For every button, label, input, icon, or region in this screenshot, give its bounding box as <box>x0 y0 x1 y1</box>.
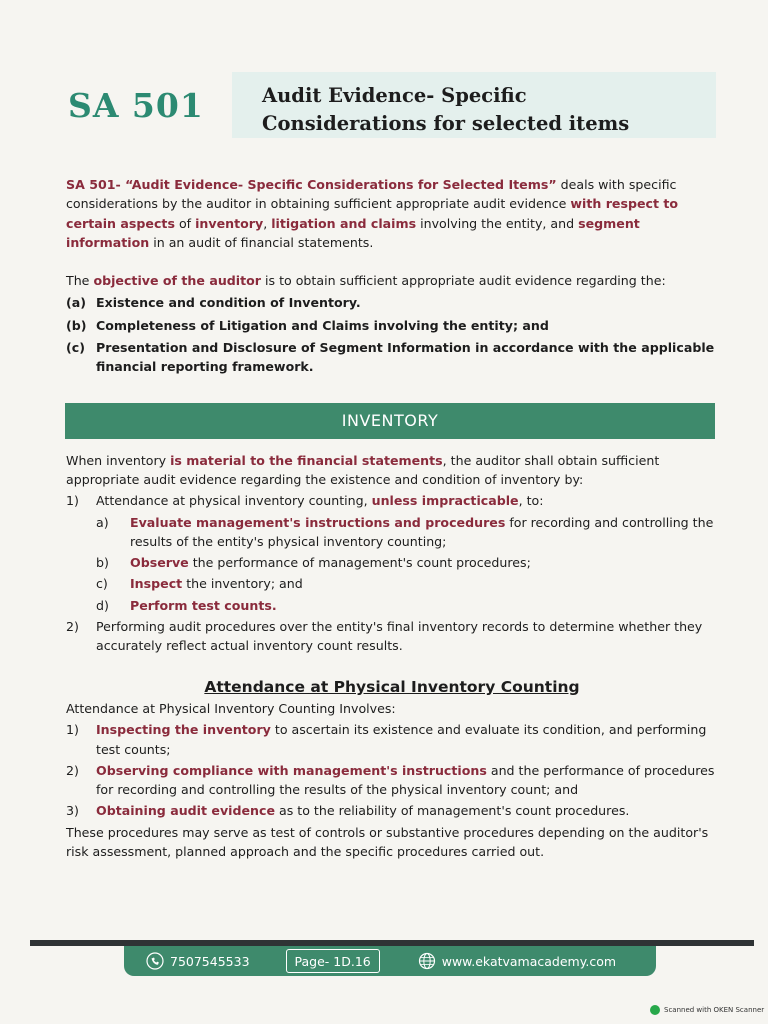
list-text <box>130 553 531 572</box>
objective-highlight: objective of the auditor <box>93 273 262 289</box>
inventory-section-banner: INVENTORY <box>65 403 715 439</box>
sub-list-item <box>96 596 718 615</box>
list-item <box>66 491 718 510</box>
list-text: Completeness of Litigation and Claims involving the entity; and <box>96 317 549 333</box>
list-highlight: Perform test counts. <box>130 597 277 613</box>
intro-text: deals with specific considerations by the auditor in obtaining sufficient appropriate audit evidence <box>66 177 677 212</box>
objective-text: is to obtain sufficient appropriate audit evidence regarding the: <box>261 273 666 289</box>
footer-phone[interactable] <box>146 952 250 970</box>
list-text-part: the inventory; and <box>182 576 303 592</box>
list-text-part: and the performance of procedures for recording and controlling the results of the physical inventory count; and <box>96 762 715 798</box>
list-text-part: , to: <box>518 493 544 509</box>
footer-website[interactable] <box>418 952 616 970</box>
title-line-1: Audit Evidence- Specific <box>262 84 527 107</box>
inventory-highlight: is material to the financial statements <box>170 452 443 468</box>
list-text <box>130 513 718 552</box>
inventory-sub-list <box>96 513 718 615</box>
list-marker: a) <box>96 514 109 530</box>
list-text-part: Attendance at physical inventory counting, <box>96 493 372 509</box>
list-item <box>66 293 718 312</box>
list-text <box>96 801 629 820</box>
intro-text: , <box>263 215 272 231</box>
list-text: Performing audit procedures over the entity's final inventory records to determine whether they accurately reflect actual inventory count results. <box>96 619 703 654</box>
list-highlight: Evaluate management's instructions and procedures <box>130 514 506 530</box>
objective-list <box>66 293 718 376</box>
attendance-heading: Attendance at Physical Inventory Counting <box>204 677 580 696</box>
list-item <box>66 801 718 820</box>
list-marker: (a) <box>66 295 87 311</box>
inventory-list <box>66 491 718 510</box>
list-text <box>96 761 718 800</box>
list-highlight: Observing compliance with management's instructions <box>96 762 487 778</box>
website-link: www.ekatvamacademy.com <box>441 953 617 969</box>
scanner-logo-icon <box>650 1005 660 1015</box>
standard-code: SA 501 <box>68 86 204 125</box>
list-marker: 3) <box>66 803 79 819</box>
list-marker: d) <box>96 597 109 613</box>
page-footer <box>124 946 656 976</box>
page-title <box>262 82 722 138</box>
inventory-text: When inventory <box>66 452 171 468</box>
page-number: Page- 1D.16 <box>294 953 371 969</box>
list-text-part: to ascertain its existence and evaluate its condition, and performing test counts; <box>96 722 707 757</box>
intro-highlight: inventory <box>195 215 264 231</box>
scanner-watermark <box>650 1005 764 1015</box>
list-text <box>96 491 544 510</box>
list-highlight: Obtaining audit evidence <box>96 803 275 819</box>
list-item <box>66 338 718 377</box>
inventory-list-cont <box>66 617 718 656</box>
list-text-part: as to the reliability of management's count procedures. <box>275 803 630 819</box>
intro-standard-name: SA 501- “Audit Evidence- Specific Considerations for Selected Items” <box>66 177 557 192</box>
list-highlight: Observe <box>130 555 189 571</box>
objective-text: The <box>66 273 94 289</box>
list-text-part: for recording and controlling the results of the entity's physical inventory counting; <box>130 514 714 549</box>
sub-list-wrap <box>96 513 718 615</box>
list-item <box>66 316 718 335</box>
list-item <box>66 761 718 800</box>
intro-text: involving the entity, and <box>416 215 579 231</box>
list-highlight: Inspecting the inventory <box>96 722 271 738</box>
intro-highlight: litigation and claims <box>271 215 417 231</box>
inventory-paragraph <box>66 451 718 490</box>
list-text-part: the performance of management's count procedures; <box>188 555 531 571</box>
list-marker: 2) <box>66 762 79 778</box>
list-marker: 2) <box>66 619 79 635</box>
list-marker: (b) <box>66 317 87 333</box>
list-item <box>66 720 718 759</box>
list-text: Existence and condition of Inventory. <box>96 295 361 311</box>
objective-paragraph <box>66 271 718 290</box>
intro-text: in an audit of financial statements. <box>149 234 374 250</box>
sub-list-item <box>96 513 718 552</box>
list-highlight: unless impracticable <box>371 493 519 509</box>
list-marker: 1) <box>66 493 79 509</box>
page-header <box>0 0 768 150</box>
intro-text: of <box>174 215 196 231</box>
sub-list-item <box>96 553 718 572</box>
footer-page-number <box>286 949 380 973</box>
sub-list-item <box>96 574 718 593</box>
intro-paragraph <box>66 175 718 252</box>
attendance-list <box>66 720 718 820</box>
list-marker: 1) <box>66 722 79 738</box>
intro-highlight: segment information <box>66 215 640 250</box>
scanner-text: Scanned with OKEN Scanner <box>664 1006 765 1014</box>
main-content <box>66 175 718 861</box>
list-text <box>130 596 277 615</box>
list-marker: b) <box>96 555 109 571</box>
intro-highlight: with respect to certain aspects <box>66 196 679 231</box>
phone-number: 7507545533 <box>170 953 250 969</box>
title-line-2: Considerations for selected items <box>262 112 630 135</box>
globe-icon <box>418 952 436 970</box>
list-text <box>96 720 718 759</box>
attendance-intro: Attendance at Physical Inventory Counting Involves: <box>66 700 396 716</box>
attendance-closing: These procedures may serve as test of controls or substantive procedures depending on the auditor's risk assessment, planned approach and the specific procedures carried out. <box>66 824 709 860</box>
list-marker: c) <box>96 576 108 592</box>
list-marker: (c) <box>66 340 85 356</box>
inventory-text: , the auditor shall obtain sufficient appropriate audit evidence regarding the existence and condition of inventory by: <box>66 452 660 487</box>
list-item <box>66 617 718 656</box>
phone-icon <box>146 952 164 970</box>
list-text <box>130 574 303 593</box>
list-highlight: Inspect <box>130 576 183 592</box>
list-text: Presentation and Disclosure of Segment Information in accordance with the applicable financial reporting framework. <box>96 340 715 375</box>
